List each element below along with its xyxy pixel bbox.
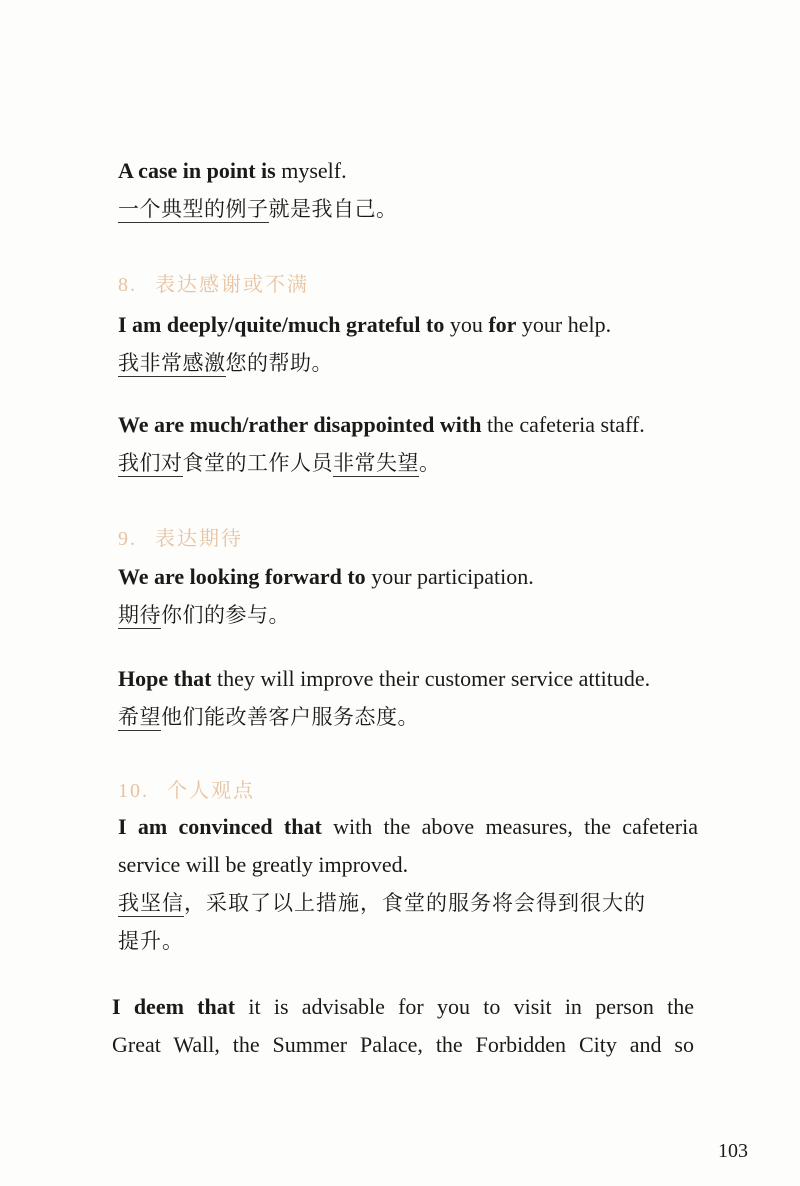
phrase-entry xyxy=(118,808,698,960)
chinese-translation: 希望他们能改善客户服务态度。 xyxy=(118,705,419,729)
underlined-phrase: 一个典型的例子 xyxy=(118,197,269,221)
chinese-translation: 一个典型的例子就是我自己。 xyxy=(118,197,398,221)
chinese-translation: 我坚信，采取了以上措施，食堂的服务将会得到很大的 提升。 xyxy=(118,891,646,953)
section-heading: 10. 个人观点 xyxy=(118,780,255,802)
phrase-entry xyxy=(118,666,698,731)
phrase-entry xyxy=(118,158,698,223)
page-number: 103 xyxy=(718,1140,748,1162)
phrase-entry xyxy=(112,988,694,1064)
chinese-translation: 我们对食堂的工作人员非常失望。 xyxy=(118,451,441,475)
chinese-translation: 期待你们的参与。 xyxy=(118,603,290,627)
english-sentence: Hope that they will improve their customer service attitude. xyxy=(118,666,651,691)
section-heading: 9. 表达期待 xyxy=(118,528,243,550)
phrase-entry xyxy=(118,564,698,629)
english-sentence: A case in point is myself. xyxy=(118,158,347,183)
phrase-entry xyxy=(118,312,698,377)
chinese-translation: 我非常感激您的帮助。 xyxy=(118,351,333,375)
phrase-entry xyxy=(118,412,698,477)
english-sentence: I deem that it is advisable for you to visit in person the Great Wall, the Summer Palace, the Forbidden City and so xyxy=(112,994,694,1057)
english-sentence: I am deeply/quite/much grateful to you for your help. xyxy=(118,312,612,337)
section-heading: 8. 表达感谢或不满 xyxy=(118,274,309,296)
english-sentence: We are looking forward to your participation. xyxy=(118,564,534,589)
english-sentence: I am convinced that with the above measures, the cafeteria service will be greatly improved. xyxy=(118,814,699,877)
english-sentence: We are much/rather disappointed with the cafeteria staff. xyxy=(118,412,645,437)
key-phrase: A case in point is xyxy=(118,158,276,183)
